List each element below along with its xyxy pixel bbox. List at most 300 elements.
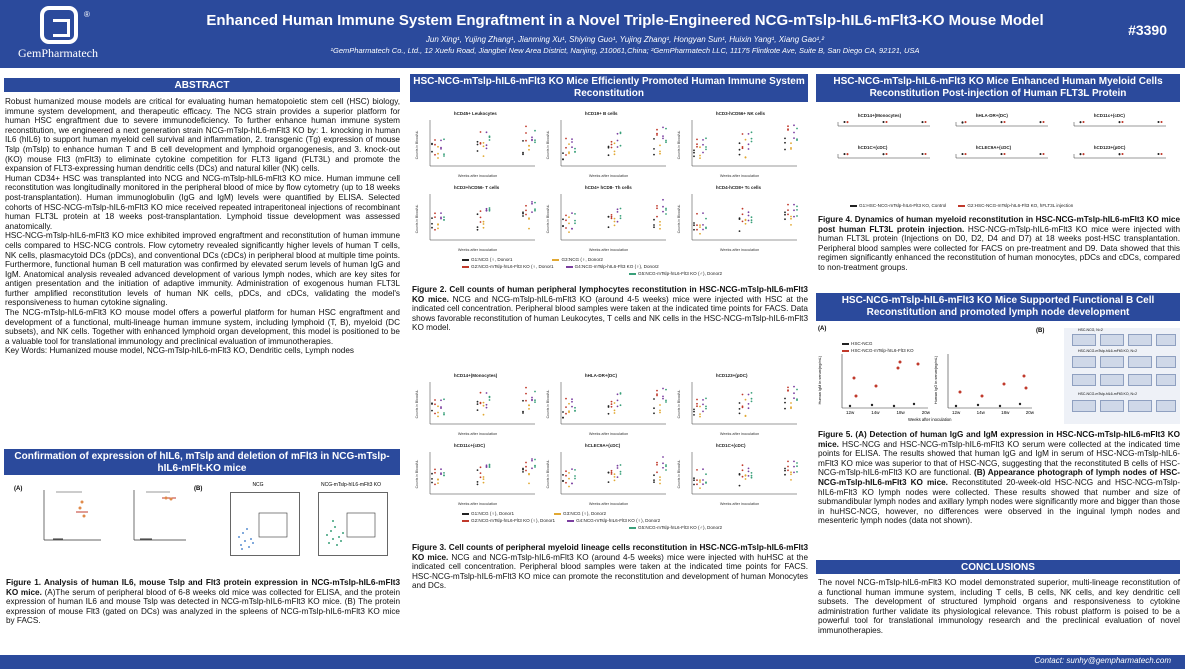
- fig3-data-point: [751, 475, 753, 477]
- fig2-data-point: [483, 142, 485, 144]
- fig2-data-point: [483, 221, 485, 223]
- fig2-data-point: [477, 144, 479, 146]
- fig2-data-point: [483, 155, 485, 157]
- fig3-data-point: [477, 484, 479, 486]
- fig2-data-point: [434, 154, 436, 156]
- lymph-node-photo: [1100, 374, 1124, 386]
- fig4-data-point: [1043, 153, 1045, 155]
- fig3-data-point: [608, 472, 610, 474]
- fig3-data-point: [787, 466, 789, 468]
- fig2-data-point: [608, 226, 610, 228]
- fig3-data-point: [784, 408, 786, 410]
- fig3-data-point: [696, 469, 698, 471]
- fig3-data-point: [790, 474, 792, 476]
- fig4-legend-g1: G1:HSC-NCG-mTslp-hIL6-Flt3 KO, Control: [850, 202, 946, 209]
- fig2-data-point: [437, 228, 439, 230]
- fig3-data-point: [611, 403, 613, 405]
- fig5-caption-text-a: (A) Detection of human IgG and IgM expression in HSC-NCG-mTslp-hIL6-mFlt3 KO mice.: [818, 430, 1180, 449]
- fig3-data-point: [696, 403, 698, 405]
- fig2-data-point: [693, 152, 695, 154]
- fig5-igg-plot: [948, 354, 1032, 408]
- fig4-subplot-title: hCD123+(pDC): [1093, 145, 1126, 150]
- fig3-grid-svg: [412, 368, 805, 508]
- fig2-data-point: [437, 153, 439, 155]
- fig2-data-point: [431, 151, 433, 153]
- fig3-data-point: [483, 482, 485, 484]
- fig2-heading: HSC-NCG-mTslp-hIL6-mFlt3 KO Mice Efficiently Promoted Human Immune System Reconstitution: [410, 74, 808, 102]
- fig3-data-point: [784, 468, 786, 470]
- fig3-data-point: [608, 481, 610, 483]
- fig3-subplot-title: hHLA-DR+(DC): [584, 373, 618, 378]
- fig3-data-point: [784, 470, 786, 472]
- fig2-data-point: [525, 210, 527, 212]
- fig2-data-point: [528, 145, 530, 147]
- fig2-subplot-title: hCD4-hCD8+ Tc cells: [715, 185, 761, 190]
- fig3-data-point: [745, 474, 747, 476]
- fig3-data-point: [796, 389, 798, 391]
- fig3-data-point: [437, 478, 439, 480]
- fig3-data-point: [748, 394, 750, 396]
- lymph-node-photo: [1072, 374, 1096, 386]
- fig2-data-point: [489, 139, 491, 141]
- fig3-data-point: [443, 414, 445, 416]
- fig2-data-point: [531, 203, 533, 205]
- fig3-data-point: [693, 414, 695, 416]
- fig3-data-point: [477, 469, 479, 471]
- abstract-paragraph-1: Robust humanized mouse models are critical for evaluating human hematopoietic stem cell (HSC) biology, immune system development, and therapeutic efficacy. The NCG strain provides a superior platform for human HSC engraftment due to severe immunodeficiency. To further enhance human immune system reconstitution, we engineered a next generation strain NCG-mTslp-hIL6-mFlt3 KO by: 1. knocking in human IL6 (hIL6) to support human myeloid cell survival and inflammation, 2. transgenic (Tg) expression of mouse Tslp (mTslp) to enhance human T and B cell development and lymphoid organogenesis, and 3. knock-out (KO) mouse Flt3 (mFlt3) to eliminate cytokine competition for FLT3 ligand (FLT3L) and promote the expansion of FLT3-expressing human dendritic cells (DCs) and natural killer (NK) cells.: [5, 97, 400, 174]
- fig4-subplot-title: hCD11c+(cDC): [1093, 113, 1125, 118]
- fig2-data-point: [620, 215, 622, 217]
- fig4-data-point: [1161, 153, 1163, 155]
- fig5-igg-xtick: 14w: [976, 410, 985, 415]
- fig2-data-point: [522, 153, 524, 155]
- company-logo: [18, 6, 128, 64]
- fig4-grid-svg: [820, 108, 1174, 172]
- fig5-heading: HSC-NCG-mTslp-hIL6-mFlt3 KO Mice Supported Functional B Cell Reconstitution and promoted lymph node development: [816, 293, 1180, 321]
- fig3-data-point: [702, 483, 704, 485]
- fig2-data-point: [614, 142, 616, 144]
- fig3-data-point: [662, 462, 664, 464]
- fig3-data-point: [699, 487, 701, 489]
- fig3-data-point: [751, 401, 753, 403]
- fig2-data-point: [702, 139, 704, 141]
- fig2-data-point: [614, 151, 616, 153]
- fig2-data-point: [522, 213, 524, 215]
- fig3-data-point: [486, 404, 488, 406]
- fig4-data-point: [922, 121, 924, 123]
- fig3-data-point: [739, 485, 741, 487]
- fig2-data-point: [565, 227, 567, 229]
- fig3-data-point: [702, 479, 704, 481]
- fig2-data-point: [531, 136, 533, 138]
- fig2-subplot: [546, 111, 667, 178]
- lymph-node-photo: [1128, 334, 1152, 346]
- fig2-data-point: [608, 154, 610, 156]
- fig2-data-point: [480, 143, 482, 145]
- fig1-caption-text: (A)The serum of peripheral blood of 6-8 weeks old mice was collected for ELISA, and the protein expression of human IL6 and mouse Tslp was detected in NCG-mTslp-hIL6-mFlt3 KO mice. (B) The protein expression of mouse Flt3 (gated on DCs) was analyzed in the spleens of NCG-mTslp-hIL6-mFlt3 KO mice by FACS.: [6, 587, 400, 626]
- fig2-legend-g4: G4:NCG-mTslp-hIL6-Flt3 KO (♀), Donor2: [566, 263, 659, 270]
- fig2-data-point: [790, 148, 792, 150]
- fig3-data-point: [443, 398, 445, 400]
- fig2-data-point: [696, 224, 698, 226]
- fig4-data-point: [886, 121, 888, 123]
- fig2-data-point: [659, 228, 661, 230]
- fig2-data-point: [693, 155, 695, 157]
- fig3-caption: [412, 543, 808, 591]
- fig1-tslp-plot: [134, 490, 186, 540]
- fig2-subplot-xlabel: Weeks after inoculation: [719, 174, 760, 178]
- lymph-node-photo: [1072, 334, 1096, 346]
- fig2-data-point: [693, 222, 695, 224]
- fig3-data-point: [486, 407, 488, 409]
- fig5-igm-plot: [842, 354, 928, 408]
- fig3-data-point: [796, 471, 798, 473]
- fig4-subplot: [956, 113, 1048, 126]
- fig2-subplot-ylabel: Counts in Blood/uL: [677, 130, 681, 160]
- fig2-data-point: [574, 213, 576, 215]
- fig2-data-point: [796, 215, 798, 217]
- fig2-data-point: [522, 140, 524, 142]
- fig2-subplot-axes: [692, 194, 797, 240]
- fig3-data-point: [437, 416, 439, 418]
- fig3-data-point: [693, 411, 695, 413]
- fig2-data-point: [742, 146, 744, 148]
- fig1-flow-ko-label: NCG-mTslp-hIL6-mFlt3 KO: [320, 482, 381, 488]
- fig2-data-point: [614, 221, 616, 223]
- fig3-data-point: [617, 406, 619, 408]
- fig2-data-point: [696, 143, 698, 145]
- fig2-data-point: [742, 133, 744, 135]
- fig2-data-point: [653, 219, 655, 221]
- fig2-data-point: [665, 140, 667, 142]
- fig2-data-point: [620, 132, 622, 134]
- fig3-subplot-ylabel: Counts in Blood/uL: [546, 389, 550, 419]
- fig4-data-point: [847, 121, 849, 123]
- fig3-data-point: [489, 465, 491, 467]
- fig2-data-point: [751, 222, 753, 224]
- fig2-subplot-ylabel: Counts in Blood/uL: [415, 130, 419, 160]
- fig4-data-point: [1158, 121, 1160, 123]
- fig3-subplot-xlabel: Weeks after inoculation: [588, 432, 629, 436]
- fig3-data-point: [477, 403, 479, 405]
- lymph-node-photo: [1100, 356, 1124, 368]
- fig5-label-b: (B): [1036, 328, 1045, 334]
- fig3-data-point: [574, 410, 576, 412]
- fig2-data-point: [443, 216, 445, 218]
- fig2-subplot: [677, 111, 798, 178]
- fig3-data-point: [662, 467, 664, 469]
- abstract-paragraph-4: The NCG-mTslp-hIL6-mFlt3 KO mouse model offers a powerful platform for human HSC engraftment and development of a functional, multi-lineage human immune system, including lymphoid (T, B), myeloid (DC subsets), and NK cells. Together with enhanced lymphoid organ development, this model is positioned to be a valuable tool for translational immunology and preclinical evaluation of immunotherapies.: [5, 308, 400, 346]
- fig2-data-point: [571, 228, 573, 230]
- fig4-subplot-title: hHLA-DR+(DC): [975, 113, 1008, 118]
- fig2-data-point: [528, 217, 530, 219]
- fig3-data-point: [745, 415, 747, 417]
- fig3-data-point: [699, 481, 701, 483]
- fig2-data-point: [611, 216, 613, 218]
- fig2-data-point: [662, 211, 664, 213]
- fig2-data-point: [705, 146, 707, 148]
- contact-email: Contact: sunhy@gempharmatech.com: [1034, 656, 1171, 665]
- fig2-data-point: [574, 148, 576, 150]
- fig3-data-point: [480, 472, 482, 474]
- fig2-data-point: [787, 125, 789, 127]
- fig2-data-point: [693, 149, 695, 151]
- fig2-data-point: [745, 156, 747, 158]
- fig3-data-point: [705, 482, 707, 484]
- fig3-data-point: [528, 408, 530, 410]
- fig2-subplot-title: hCD4+ hCD8- Th cells: [584, 185, 632, 190]
- fig2-data-point: [745, 219, 747, 221]
- fig2-data-point: [562, 152, 564, 154]
- fig2-data-point: [522, 215, 524, 217]
- fig3-subplot-xlabel: Weeks after inoculation: [719, 502, 760, 506]
- fig3-subplot-ylabel: Counts in Blood/uL: [546, 459, 550, 489]
- fig3-data-point: [742, 476, 744, 478]
- fig3-panels: [412, 368, 806, 508]
- fig2-data-point: [751, 216, 753, 218]
- fig3-data-point: [528, 405, 530, 407]
- fig2-data-point: [477, 213, 479, 215]
- fig5-igm-xtick: 12w: [846, 410, 855, 415]
- fig1-flow-ko-dots: [319, 493, 389, 557]
- fig2-legend-g3: G3:NCG (♀, Donor2: [552, 256, 602, 263]
- fig3-data-point: [739, 402, 741, 404]
- fig3-data-point: [565, 406, 567, 408]
- fig1-panels: [6, 480, 400, 576]
- fig3-data-point: [480, 466, 482, 468]
- fig2-data-point: [489, 136, 491, 138]
- fig3-data-point: [528, 473, 530, 475]
- fig3-data-point: [489, 397, 491, 399]
- fig3-data-point: [665, 400, 667, 402]
- fig2-data-point: [659, 224, 661, 226]
- fig2-data-point: [437, 157, 439, 159]
- fig2-data-point: [617, 146, 619, 148]
- fig2-data-point: [620, 217, 622, 219]
- fig2-data-point: [477, 150, 479, 152]
- fig2-data-point: [742, 213, 744, 215]
- fig3-data-point: [751, 472, 753, 474]
- fig3-data-point: [617, 465, 619, 467]
- fig1-il6-plot: [44, 490, 101, 540]
- fig4-data-point: [1119, 154, 1121, 156]
- fig2-data-point: [662, 206, 664, 208]
- fig2-data-point: [793, 204, 795, 206]
- fig3-data-point: [653, 474, 655, 476]
- fig3-data-point: [477, 481, 479, 483]
- fig3-data-point: [614, 480, 616, 482]
- fig2-subplot-xlabel: Weeks after inoculation: [457, 248, 498, 252]
- fig3-data-point: [480, 392, 482, 394]
- fig4-data-point: [1161, 121, 1163, 123]
- fig3-data-point: [739, 474, 741, 476]
- fig2-data-point: [614, 153, 616, 155]
- fig3-data-point: [534, 466, 536, 468]
- fig5-photo-label-mid: HSC-NCG-mTslp-hIL6-mFlt3 KO, N=2: [1078, 349, 1138, 353]
- fig2-data-point: [793, 124, 795, 126]
- fig2-subplot-title: hCD19+ B cells: [584, 111, 618, 116]
- fig2-subplot-ylabel: Counts in Blood/uL: [546, 130, 550, 160]
- fig2-data-point: [434, 144, 436, 146]
- fig2-data-point: [525, 132, 527, 134]
- fig1-flow-ko: [318, 492, 388, 556]
- fig3-data-point: [787, 461, 789, 463]
- fig2-subplot-title: hCD3-hCD56+ NK cells: [715, 111, 766, 116]
- fig3-data-point: [568, 403, 570, 405]
- fig3-data-point: [434, 403, 436, 405]
- fig4-data-point: [844, 153, 846, 155]
- fig3-subplot: [415, 373, 536, 436]
- fig3-data-point: [702, 468, 704, 470]
- fig3-data-point: [562, 480, 564, 482]
- fig5-igm-xtick: 18w: [896, 410, 905, 415]
- fig2-data-point: [739, 218, 741, 220]
- fig2-data-point: [662, 138, 664, 140]
- fig3-data-point: [656, 393, 658, 395]
- fig3-data-point: [614, 402, 616, 404]
- fig2-data-point: [431, 143, 433, 145]
- fig3-data-point: [525, 393, 527, 395]
- fig2-subplot-ylabel: Counts in Blood/uL: [677, 204, 681, 234]
- fig4-subplot: [956, 145, 1048, 158]
- fig5-caption: [818, 430, 1180, 526]
- fig2-data-point: [440, 212, 442, 214]
- fig2-data-point: [617, 133, 619, 135]
- fig2-data-point: [796, 128, 798, 130]
- fig1-caption-title: Figure 1. Analysis of human IL6, mouse Tslp and Flt3 protein expression in NCG-mTslp-hIL6-mFlt3 KO mice.: [6, 578, 400, 597]
- fig3-caption-text: NCG and NCG-mTslp-hIL6-mFlt3 KO (around 4-5 weeks) mice were injected with huHSC at the indicated cell concentration. Peripheral blood samples were taken at the indicated time points for FACS. HSC-NCG-mTslp-hIL6-mFlt3 KO mice can promote the reconstitution and development of human Monocytes and DCs.: [412, 552, 808, 591]
- fig3-subplot: [415, 443, 536, 506]
- fig4-data-point: [1040, 121, 1042, 123]
- authors: Jun Xing¹, Yujing Zhang¹, Jianming Xu¹, Shiying Guo¹, Yujing Zhang¹, Hongyan Sun¹, Huixin Yang¹, Xiang Gao¹,²: [425, 35, 825, 44]
- fig5-igg-xtick: 18w: [1001, 410, 1010, 415]
- fig2-subplot-axes: [430, 120, 535, 166]
- fig2-data-point: [534, 141, 536, 143]
- fig2-data-point: [653, 226, 655, 228]
- fig2-data-point: [522, 152, 524, 154]
- abstract-paragraph-2: Human CD34+ HSC was transplanted into NCG and NCG-mTslp-hIL6-mFlt3 KO mice. Human immune cell reconstitution was longitudinally monitored in the peripheral blood of mice by flow cytometry (up to 18 weeks post-transplantation). Human immunoglobulin (IgG and IgM) levels were quantified by ELISA. Selected cohorts of HSC-NCG-mTslp-hIL6-mFlt3 KO mice received repeated intraperitoneal injections of recombinant human FLT3L protein at 18 weeks post-transplantation. Lymphoid tissue development was assessed anatomically.: [5, 173, 400, 231]
- fig1-label-a: (A): [14, 486, 23, 492]
- fig3-data-point: [659, 404, 661, 406]
- fig3-data-point: [742, 469, 744, 471]
- fig5-igm-xticks: [846, 410, 930, 415]
- fig2-data-point: [659, 153, 661, 155]
- fig2-data-point: [665, 128, 667, 130]
- fig2-data-point: [784, 149, 786, 151]
- fig3-data-point: [437, 405, 439, 407]
- poster-header: [0, 0, 1185, 68]
- fig3-data-point: [659, 483, 661, 485]
- fig2-data-point: [784, 138, 786, 140]
- fig2-data-point: [696, 213, 698, 215]
- fig3-data-point: [525, 400, 527, 402]
- fig3-data-point: [790, 479, 792, 481]
- fig3-subplot-xlabel: Weeks after inoculation: [457, 432, 498, 436]
- fig2-data-point: [489, 209, 491, 211]
- fig2-data-point: [751, 138, 753, 140]
- fig3-data-point: [483, 414, 485, 416]
- fig4-subplot-title: hCD1C+(cDC): [857, 145, 888, 150]
- fig2-data-point: [562, 218, 564, 220]
- fig3-data-point: [434, 469, 436, 471]
- fig2-data-point: [699, 233, 701, 235]
- fig3-data-point: [617, 476, 619, 478]
- fig3-data-point: [751, 392, 753, 394]
- fig3-data-point: [653, 481, 655, 483]
- fig3-data-point: [702, 411, 704, 413]
- fig5-igm-ylabel: Human IgM in serum(ng/mL): [818, 356, 822, 405]
- fig2-data-point: [614, 225, 616, 227]
- fig1-heading: Confirmation of expression of hIL6, mTslp and deletion of mFlt3 in NCG-mTslp-hIL6-mFlt-KO mice: [4, 449, 400, 475]
- fig3-subplot-title: hCD1C+(cDC): [715, 443, 746, 448]
- abstract-keywords: Key Words: Humanized mouse model, NCG-mTslp-hIL6-mFlt3 KO, Dendritic cells, Lymph nodes: [5, 346, 354, 356]
- fig3-data-point: [790, 471, 792, 473]
- fig3-data-point: [702, 399, 704, 401]
- fig2-data-point: [534, 139, 536, 141]
- fig3-data-point: [620, 392, 622, 394]
- fig3-data-point: [483, 476, 485, 478]
- fig2-data-point: [748, 148, 750, 150]
- fig3-legend: [462, 510, 792, 531]
- fig2-data-point: [571, 138, 573, 140]
- fig2-data-point: [705, 227, 707, 229]
- fig2-data-point: [434, 212, 436, 214]
- fig2-data-point: [748, 133, 750, 135]
- fig3-data-point: [693, 477, 695, 479]
- fig2-data-point: [531, 211, 533, 213]
- fig3-data-point: [531, 467, 533, 469]
- fig3-data-point: [522, 471, 524, 473]
- fig3-subplot: [546, 373, 667, 436]
- fig4-data-point: [965, 121, 967, 123]
- fig3-data-point: [525, 470, 527, 472]
- fig3-data-point: [534, 401, 536, 403]
- fig3-data-point: [696, 399, 698, 401]
- fig2-data-point: [608, 146, 610, 148]
- fig5-photo-label-bot: HSC-NCG-mTslp-hIL6-mFlt3 KO, N=2: [1078, 392, 1138, 396]
- fig2-subplot-axes: [561, 120, 666, 166]
- fig5-panels: [818, 326, 1180, 424]
- lymph-node-photo: [1072, 400, 1096, 412]
- fig4-subplot-title: hCD14+(Monocytes): [857, 113, 902, 118]
- fig3-data-point: [477, 401, 479, 403]
- fig2-data-point: [662, 135, 664, 137]
- fig3-data-point: [431, 473, 433, 475]
- fig3-data-point: [480, 403, 482, 405]
- fig2-data-point: [434, 216, 436, 218]
- fig2-data-point: [696, 146, 698, 148]
- fig3-data-point: [699, 413, 701, 415]
- fig3-legend-g1: G1:NCG (♀), Donor1: [462, 510, 514, 517]
- fig2-data-point: [796, 206, 798, 208]
- fig3-data-point: [565, 413, 567, 415]
- fig2-data-point: [480, 217, 482, 219]
- fig3-data-point: [486, 464, 488, 466]
- fig3-data-point: [659, 410, 661, 412]
- fig2-data-point: [431, 227, 433, 229]
- fig2-data-point: [483, 145, 485, 147]
- fig2-data-point: [742, 221, 744, 223]
- fig5-caption-title-b: (B) Appearance photograph of lymph nodes of HSC-NCG-mTslp-hIL6-mFlt3 KO mice.: [818, 468, 1181, 487]
- fig4-data-point: [1119, 121, 1121, 123]
- fig3-data-point: [784, 398, 786, 400]
- fig4-caption-title: Figure 4. Dynamics of human myeloid reconstitution in HSC-NCG-mTslp-hIL6-mFlt3 KO mice post human FLT3L protein injection.: [818, 215, 1180, 234]
- fig3-data-point: [705, 398, 707, 400]
- fig3-data-point: [534, 459, 536, 461]
- fig2-data-point: [699, 155, 701, 157]
- fig4-data-point: [886, 153, 888, 155]
- fig3-data-point: [617, 400, 619, 402]
